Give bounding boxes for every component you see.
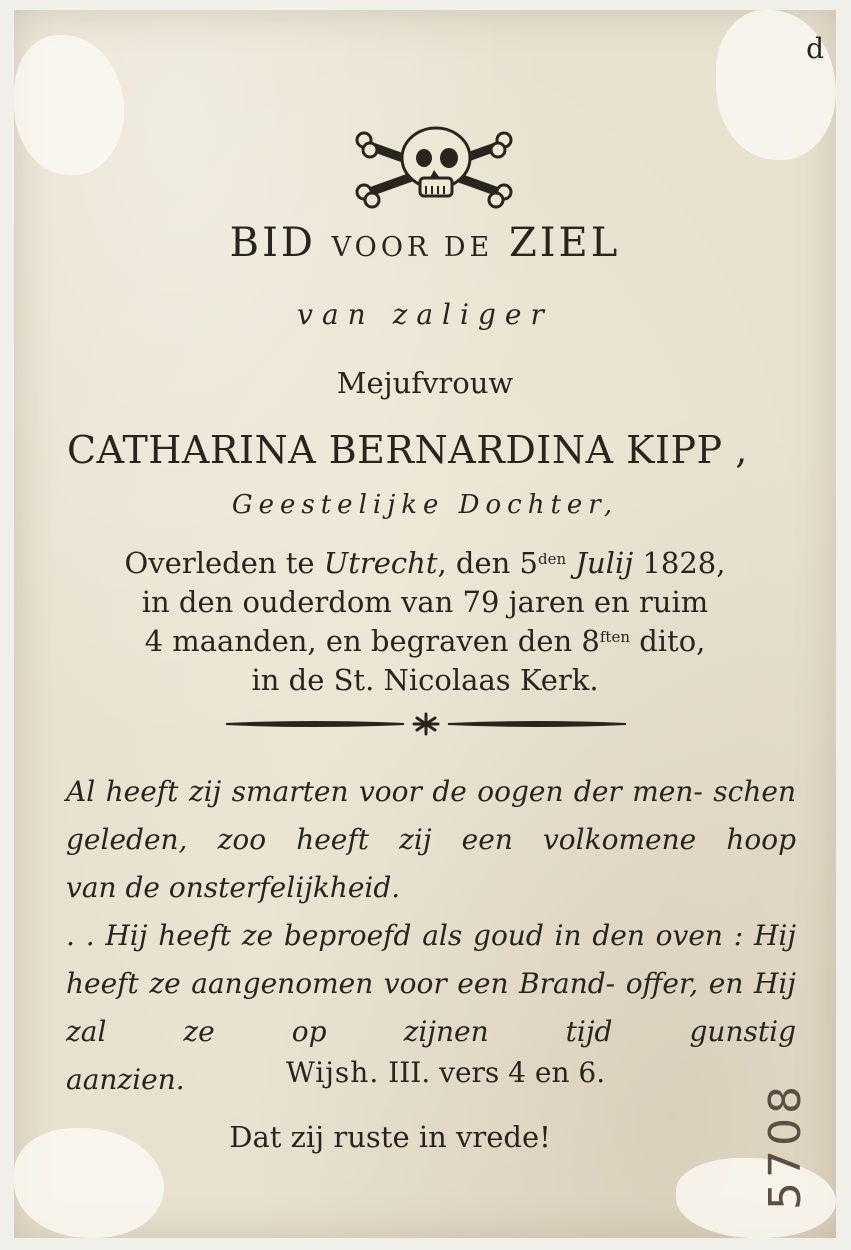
title-word-voor-de: VOOR DE <box>331 232 494 263</box>
death-info-line-4: in de St. Nicolaas Kerk. <box>251 663 599 697</box>
corner-mark: d <box>806 32 824 65</box>
death-info-line-1: Overleden te Utrecht, den $5^{den}$ Julij 1828, <box>124 546 726 580</box>
paper-wear <box>14 35 124 175</box>
honorific: Mejufvrouw <box>336 366 514 400</box>
paper-wear <box>676 1158 836 1238</box>
card-title <box>14 220 836 266</box>
death-info-line-2: in den ouderdom van 79 jaren en ruim <box>141 585 709 619</box>
death-info <box>14 544 836 700</box>
verse-1: Al heeft zij smarten voor de oogen der men- schen geleden, zoo heeft zij een volkomene hoop van de onsterfelijkheid. <box>66 775 796 904</box>
title-word-ziel: ZIEL <box>508 220 621 266</box>
handwritten-number: 5708 <box>760 1082 811 1210</box>
subtitle: van zaliger <box>297 298 553 331</box>
verse-2: . . Hij heeft ze beproefd als goud in den oven : Hij heeft ze aangenomen voor een Brand- offer, en Hij zal ze op zijnen tijd gunstig aanzien. <box>66 919 796 1096</box>
death-info-line-3: 4 maanden, en begraven den $8^{ften}$ dito, <box>144 624 706 658</box>
scripture-reference: Wijsh. III. vers 4 en 6. <box>286 1056 606 1089</box>
prayer-card <box>14 10 836 1238</box>
role: Geestelijke Dochter, <box>231 490 619 520</box>
ornamental-divider <box>224 712 628 736</box>
skull-crossbones-icon <box>354 122 514 212</box>
closing-blessing: Dat zij ruste in vrede! <box>229 1120 551 1154</box>
deceased-name: CATHARINA BERNARDINA KIPP , <box>67 428 748 472</box>
title-word-bid: BID <box>229 220 316 266</box>
